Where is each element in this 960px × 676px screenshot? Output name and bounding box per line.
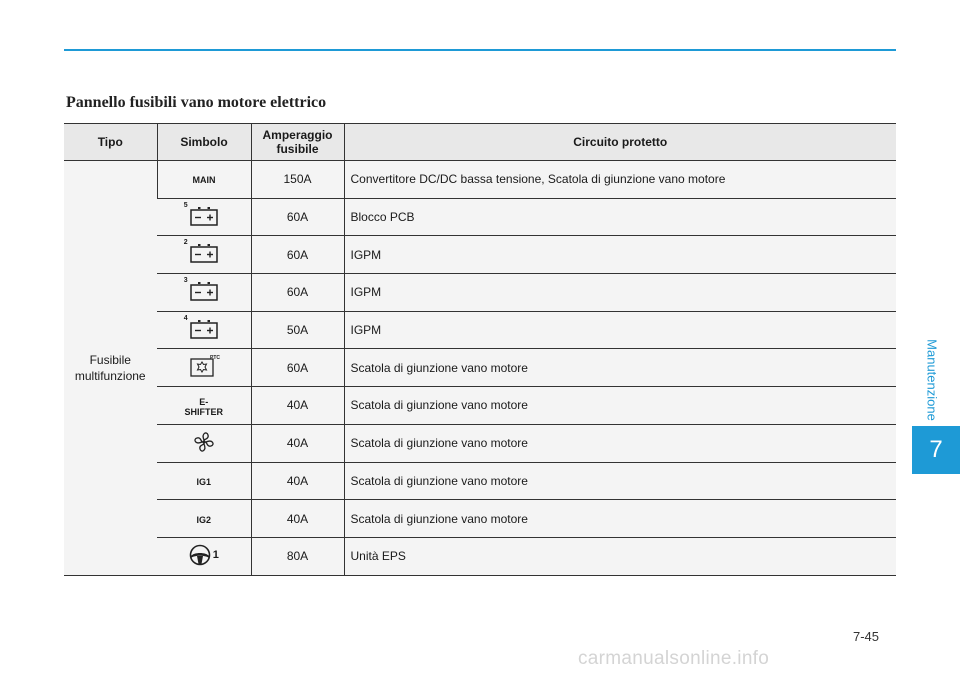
top-rule [64, 49, 896, 51]
side-label: Manutenzione [924, 339, 940, 421]
circuit-cell: IGPM [344, 274, 896, 312]
table-row [64, 311, 896, 349]
symbol-superscript: 4 [183, 314, 188, 322]
amperage-cell: 40A [251, 424, 344, 462]
symbol [190, 355, 218, 377]
table-row [64, 500, 896, 538]
symbol-label: E- SHIFTER [184, 396, 223, 417]
chapter-tab: 7 [912, 426, 960, 474]
symbol-cell [157, 236, 251, 274]
battery-icon [190, 281, 218, 301]
circuit-cell: Scatola di giunzione vano motore [344, 424, 896, 462]
header-amperaggio: Amperaggio fusibile [251, 124, 344, 161]
symbol-cell [157, 349, 251, 387]
table-row [64, 537, 896, 575]
ptc-heater-icon [190, 355, 218, 377]
table-header-row [64, 124, 896, 161]
symbol-cell [157, 161, 251, 199]
symbol-label: IG2 [196, 514, 211, 525]
symbol-superscript: 3 [183, 276, 188, 284]
circuit-cell: Scatola di giunzione vano motore [344, 349, 896, 387]
circuit-cell: Scatola di giunzione vano motore [344, 500, 896, 538]
circuit-cell: IGPM [344, 311, 896, 349]
amperage-cell: 150A [251, 161, 344, 199]
amperage-cell: 40A [251, 500, 344, 538]
symbol-cell [157, 462, 251, 500]
circuit-cell: Blocco PCB [344, 198, 896, 236]
symbol [183, 201, 218, 226]
table-row [64, 198, 896, 236]
battery-icon [190, 206, 218, 226]
table-row [64, 349, 896, 387]
amperage-cell: 50A [251, 311, 344, 349]
circuit-cell: Unità EPS [344, 537, 896, 575]
amperage-cell: 40A [251, 462, 344, 500]
symbol [183, 314, 218, 339]
battery-icon [190, 319, 218, 339]
symbol-label: IG1 [196, 476, 211, 487]
table-row [64, 161, 896, 199]
symbol-superscript: 5 [183, 201, 188, 209]
symbol [196, 477, 211, 487]
symbol [183, 239, 218, 263]
symbol-label: MAIN [192, 175, 216, 186]
section-title: Pannello fusibili vano motore elettrico [66, 94, 327, 111]
symbol [191, 429, 217, 455]
symbol-superscript: 2 [183, 239, 188, 247]
amperage-cell: 60A [251, 274, 344, 312]
battery-icon [190, 243, 218, 263]
symbol [196, 515, 211, 525]
table-row [64, 424, 896, 462]
header-tipo: Tipo [64, 124, 157, 161]
steering-wheel-icon [189, 544, 211, 566]
symbol-cell [157, 424, 251, 462]
symbol [184, 397, 223, 417]
table-row [64, 387, 896, 425]
symbol [183, 276, 218, 301]
watermark: carmanualsonline.info [578, 648, 770, 669]
circuit-cell: Scatola di giunzione vano motore [344, 462, 896, 500]
circuit-cell: Convertitore DC/DC bassa tensione, Scatola di giunzione vano motore [344, 161, 896, 199]
header-circuito: Circuito protetto [344, 124, 896, 161]
fan-icon [191, 429, 217, 455]
page-number: 7-45 [853, 629, 880, 644]
symbol-label: 1 [212, 548, 219, 561]
symbol-cell [157, 274, 251, 312]
symbol-cell [157, 387, 251, 425]
symbol-cell [157, 537, 251, 575]
amperage-cell: 80A [251, 537, 344, 575]
header-simbolo: Simbolo [157, 124, 251, 161]
symbol [189, 544, 219, 566]
table-row [64, 462, 896, 500]
symbol [193, 175, 216, 185]
amperage-cell: 60A [251, 236, 344, 274]
svg-text:PTC: PTC [209, 355, 220, 362]
tipo-cell: Fusibile multifunzione [64, 161, 157, 576]
symbol-cell [157, 198, 251, 236]
fuse-table [64, 123, 896, 576]
table-row [64, 236, 896, 274]
circuit-cell: IGPM [344, 236, 896, 274]
symbol-cell [157, 311, 251, 349]
amperage-cell: 60A [251, 349, 344, 387]
amperage-cell: 40A [251, 387, 344, 425]
symbol-cell [157, 500, 251, 538]
table-row [64, 274, 896, 312]
amperage-cell: 60A [251, 198, 344, 236]
circuit-cell: Scatola di giunzione vano motore [344, 387, 896, 425]
